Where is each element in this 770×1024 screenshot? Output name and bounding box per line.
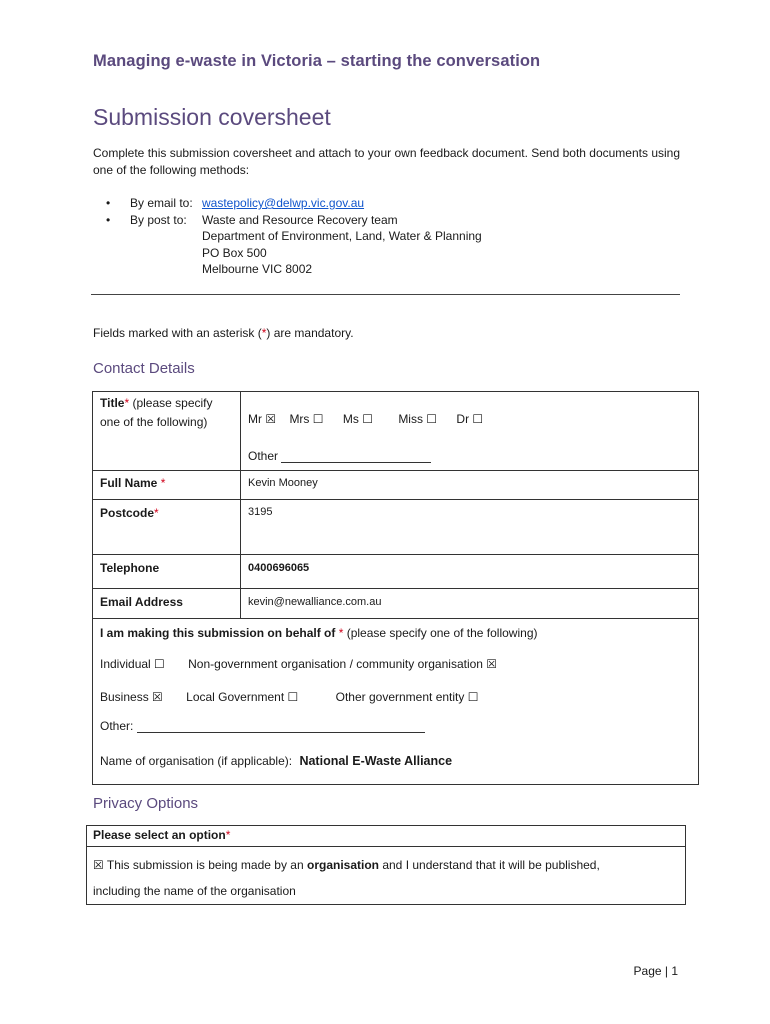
address-line: Department of Environment, Land, Water & Planning <box>202 229 482 243</box>
contact-details-heading: Contact Details <box>93 360 195 377</box>
asterisk: * <box>160 476 166 490</box>
table-divider <box>240 391 241 618</box>
bullet-icon: • <box>106 196 111 210</box>
other-label: Other: <box>100 719 134 733</box>
email-label: Email Address <box>100 595 183 609</box>
option-business[interactable]: Business ☒ <box>100 690 163 704</box>
table-divider <box>86 846 686 847</box>
divider <box>91 294 680 295</box>
other-entity-input[interactable] <box>137 721 425 733</box>
privacy-option-text: ☒ This submission is being made by an <box>93 858 307 872</box>
address-line: PO Box 500 <box>202 245 267 260</box>
privacy-select-label <box>93 828 230 842</box>
mandatory-note-text: ) are mandatory. <box>266 326 354 340</box>
method-email <box>106 195 482 212</box>
behalf-other <box>100 719 425 733</box>
behalf-row-1 <box>100 657 515 671</box>
option-individual[interactable]: Individual ☐ <box>100 657 165 671</box>
behalf-row-2 <box>100 690 496 704</box>
privacy-select-text: Please select an option <box>93 828 226 842</box>
method-post <box>106 212 482 229</box>
title-option-dr[interactable]: Dr ☐ <box>456 412 484 426</box>
behalf-label <box>100 626 537 640</box>
privacy-option-bold: organisation <box>306 858 379 872</box>
postcode-label <box>100 506 159 520</box>
title-option-miss[interactable]: Miss ☐ <box>398 412 438 426</box>
table-divider <box>92 618 699 619</box>
fullname-field[interactable]: Kevin Mooney <box>248 477 318 489</box>
privacy-option[interactable] <box>93 858 600 872</box>
asterisk: * <box>261 326 267 340</box>
email-field[interactable]: kevin@newalliance.com.au <box>248 596 382 608</box>
table-divider <box>92 499 699 500</box>
email-link[interactable]: wastepolicy@delwp.vic.gov.au <box>202 196 365 210</box>
post-method-label: By post to: <box>130 212 187 227</box>
privacy-options-heading: Privacy Options <box>93 795 199 812</box>
option-other-government[interactable]: Other government entity ☐ <box>335 690 479 704</box>
asterisk: * <box>225 828 231 842</box>
other-title-input[interactable] <box>281 451 431 463</box>
title-option-mrs[interactable]: Mrs ☐ <box>289 412 324 426</box>
title-option-ms[interactable]: Ms ☐ <box>342 412 373 426</box>
email-method-label: By email to: <box>130 196 193 210</box>
postcode-label-text: Postcode <box>100 506 155 520</box>
submission-methods <box>106 195 482 278</box>
other-label: Other <box>248 449 279 463</box>
organisation-field[interactable]: National E-Waste Alliance <box>299 754 453 768</box>
title-options <box>248 412 501 426</box>
option-local-government[interactable]: Local Government ☐ <box>186 690 299 704</box>
organisation-label: Name of organisation (if applicable): <box>100 754 293 768</box>
address-line: Waste and Resource Recovery team <box>202 212 398 227</box>
intro-paragraph: Complete this submission coversheet and attach to your own feedback document. Send both documents using one of the following methods: <box>93 146 681 177</box>
asterisk: * <box>124 396 130 410</box>
asterisk: * <box>154 506 159 520</box>
table-divider <box>92 470 699 471</box>
address-line: Melbourne VIC 8002 <box>202 262 313 276</box>
title-option-mr[interactable]: Mr ☒ <box>248 412 277 426</box>
title-label-text: Title <box>100 396 125 410</box>
asterisk: * <box>338 626 344 640</box>
behalf-label-text: I am making this submission on behalf of <box>100 626 339 640</box>
privacy-option-line2: including the name of the organisation <box>93 884 296 898</box>
mandatory-note-text: Fields marked with an asterisk ( <box>93 326 262 340</box>
option-ngo[interactable]: Non-government organisation / community organisation ☒ <box>188 657 498 671</box>
fullname-label-text: Full Name <box>100 476 161 490</box>
postcode-field[interactable]: 3195 <box>248 506 273 518</box>
document-header: Managing e-waste in Victoria – starting the conversation <box>93 52 541 70</box>
privacy-option-text: and I understand that it will be published, <box>379 858 600 872</box>
title-hint: one of the following) <box>100 415 208 429</box>
table-divider <box>92 554 699 555</box>
page-title: Submission coversheet <box>93 104 331 130</box>
title-hint: (please specify <box>129 396 213 410</box>
telephone-label: Telephone <box>100 561 160 575</box>
title-label <box>100 396 213 410</box>
table-divider <box>92 588 699 589</box>
title-other <box>248 449 431 463</box>
telephone-field[interactable]: 0400696065 <box>248 562 310 574</box>
bullet-icon: • <box>106 212 111 227</box>
organisation-row <box>100 754 452 768</box>
behalf-hint: (please specify one of the following) <box>343 626 538 640</box>
mandatory-note <box>93 326 354 340</box>
fullname-label <box>100 476 165 490</box>
page-number: Page | 1 <box>633 964 678 978</box>
